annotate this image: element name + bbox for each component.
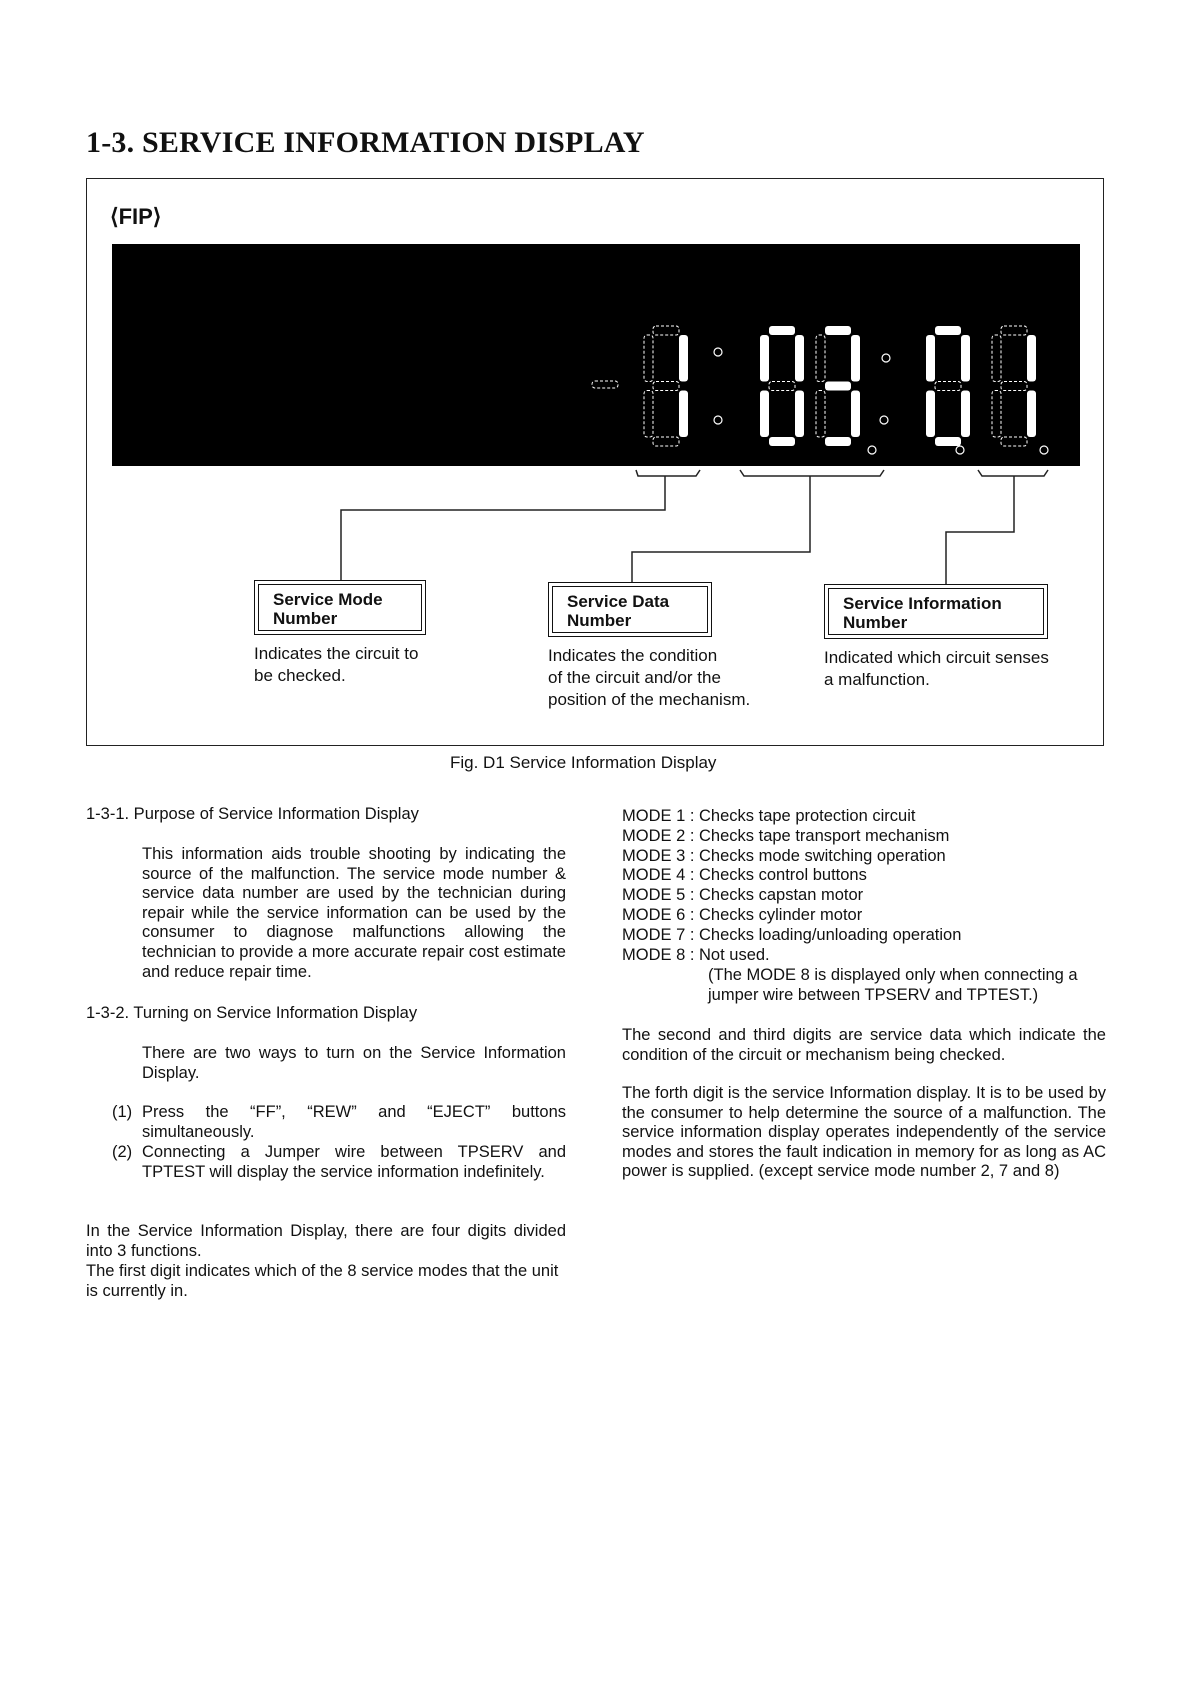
segment-c <box>1027 391 1036 438</box>
service-info-box <box>824 584 1048 639</box>
segment-b <box>851 335 860 382</box>
service-data-description <box>548 645 750 711</box>
desc-line: of the circuit and/or the <box>548 668 721 687</box>
desc-line: position of the mechanism. <box>548 690 751 709</box>
section-body-1-3-1: This information aids trouble shooting by indicating the source of the malfunction. The service mode number & service data number are used by the technician during repair while the service information can be used by the consumer to diagnose malfunctions allowing the technician to provide a more accurate repair cost estimate and reduce repair time. <box>142 845 566 981</box>
desc-line: a malfunction. <box>824 670 930 689</box>
service-mode-label-line2: Number <box>273 609 338 628</box>
desc-line: be checked. <box>254 666 346 685</box>
segment-b <box>1027 335 1036 382</box>
service-info-label-line2: Number <box>843 613 908 632</box>
segment-a <box>935 326 961 335</box>
list-item-2: Connecting a Jumper wire between TPSERV and TPTEST will display the service information indefinitely. <box>142 1143 566 1181</box>
desc-line: Indicates the circuit to <box>254 644 419 663</box>
service-mode-description <box>254 643 418 687</box>
section-heading-1-3-1: 1-3-1. Purpose of Service Information Display <box>86 805 419 823</box>
service-mode-label-line1: Service Mode <box>273 590 383 609</box>
segment-e <box>760 391 769 438</box>
fip-label: ⟨FIP⟩ <box>110 204 162 229</box>
mode-list <box>622 807 961 965</box>
segment-a <box>769 326 795 335</box>
paragraph-first-digit: The first digit indicates which of the 8 service modes that the unit is currently in. <box>86 1262 559 1300</box>
segment-b <box>795 335 804 382</box>
segment-d <box>825 437 851 446</box>
segment-c <box>795 391 804 438</box>
page-title: 1-3. SERVICE INFORMATION DISPLAY <box>86 126 645 159</box>
mode-item: MODE 6 : Checks cylinder motor <box>622 905 863 924</box>
section-body-1-3-2: There are two ways to turn on the Service Information Display. <box>142 1044 566 1082</box>
segment-f <box>926 335 935 382</box>
leader-mode <box>341 476 665 580</box>
mode-item: MODE 4 : Checks control buttons <box>622 866 867 885</box>
segment-a <box>825 326 851 335</box>
segment-g <box>825 382 851 391</box>
segment-c <box>961 391 970 438</box>
segment-d <box>935 437 961 446</box>
service-data-label-line1: Service Data <box>567 592 670 611</box>
mode-8-note: (The MODE 8 is displayed only when connecting a jumper wire between TPSERV and TPTEST.) <box>708 966 1078 1004</box>
bracket-mode <box>636 470 700 476</box>
mode-item: MODE 3 : Checks mode switching operation <box>622 846 946 865</box>
mode-item: MODE 1 : Checks tape protection circuit <box>622 807 916 825</box>
mode-item: MODE 5 : Checks capstan motor <box>622 886 864 905</box>
paragraph-four-digits: In the Service Information Display, there are four digits divided into 3 functions. <box>86 1222 566 1260</box>
desc-line: Indicates the condition <box>548 646 718 665</box>
segment-b <box>961 335 970 382</box>
segment-c <box>679 391 688 438</box>
service-info-label-line1: Service Information <box>843 594 1002 613</box>
paragraph-second-third-digits: The second and third digits are service data which indicate the condition of the circuit or mechanism being checked. <box>622 1026 1106 1064</box>
figure-caption: Fig. D1 Service Information Display <box>450 753 717 772</box>
service-mode-box <box>254 580 426 635</box>
list-item-number-1: (1) <box>112 1103 133 1121</box>
segment-f <box>760 335 769 382</box>
list-item-1: Press the “FF”, “REW” and “EJECT” buttons simultaneously. <box>142 1103 566 1141</box>
segment-d <box>769 437 795 446</box>
leader-info <box>946 476 1014 585</box>
segment-b <box>679 335 688 382</box>
paragraph-forth-digit: The forth digit is the service Information display. It is to be used by the consumer to help determine the source of a malfunction. The service information display operates independently of the service modes and stores the fault indication in memory for as long as AC power is supplied. (except service mode number 2, 7 and 8) <box>622 1084 1106 1181</box>
list-item-number-2: (2) <box>112 1143 133 1161</box>
segment-e <box>926 391 935 438</box>
mode-item: MODE 2 : Checks tape transport mechanism <box>622 826 950 845</box>
bracket-info <box>978 470 1048 476</box>
desc-line: Indicated which circuit senses <box>824 648 1049 667</box>
mode-item: MODE 7 : Checks loading/unloading operation <box>622 925 962 944</box>
bracket-data <box>740 470 884 476</box>
service-data-box <box>548 582 712 637</box>
segment-c <box>851 391 860 438</box>
mode-item: MODE 8 : Not used. <box>622 945 770 964</box>
service-info-description <box>824 647 1049 691</box>
section-heading-1-3-2: 1-3-2. Turning on Service Information Display <box>86 1004 418 1022</box>
leader-data <box>632 476 810 582</box>
service-data-label-line2: Number <box>567 611 632 630</box>
